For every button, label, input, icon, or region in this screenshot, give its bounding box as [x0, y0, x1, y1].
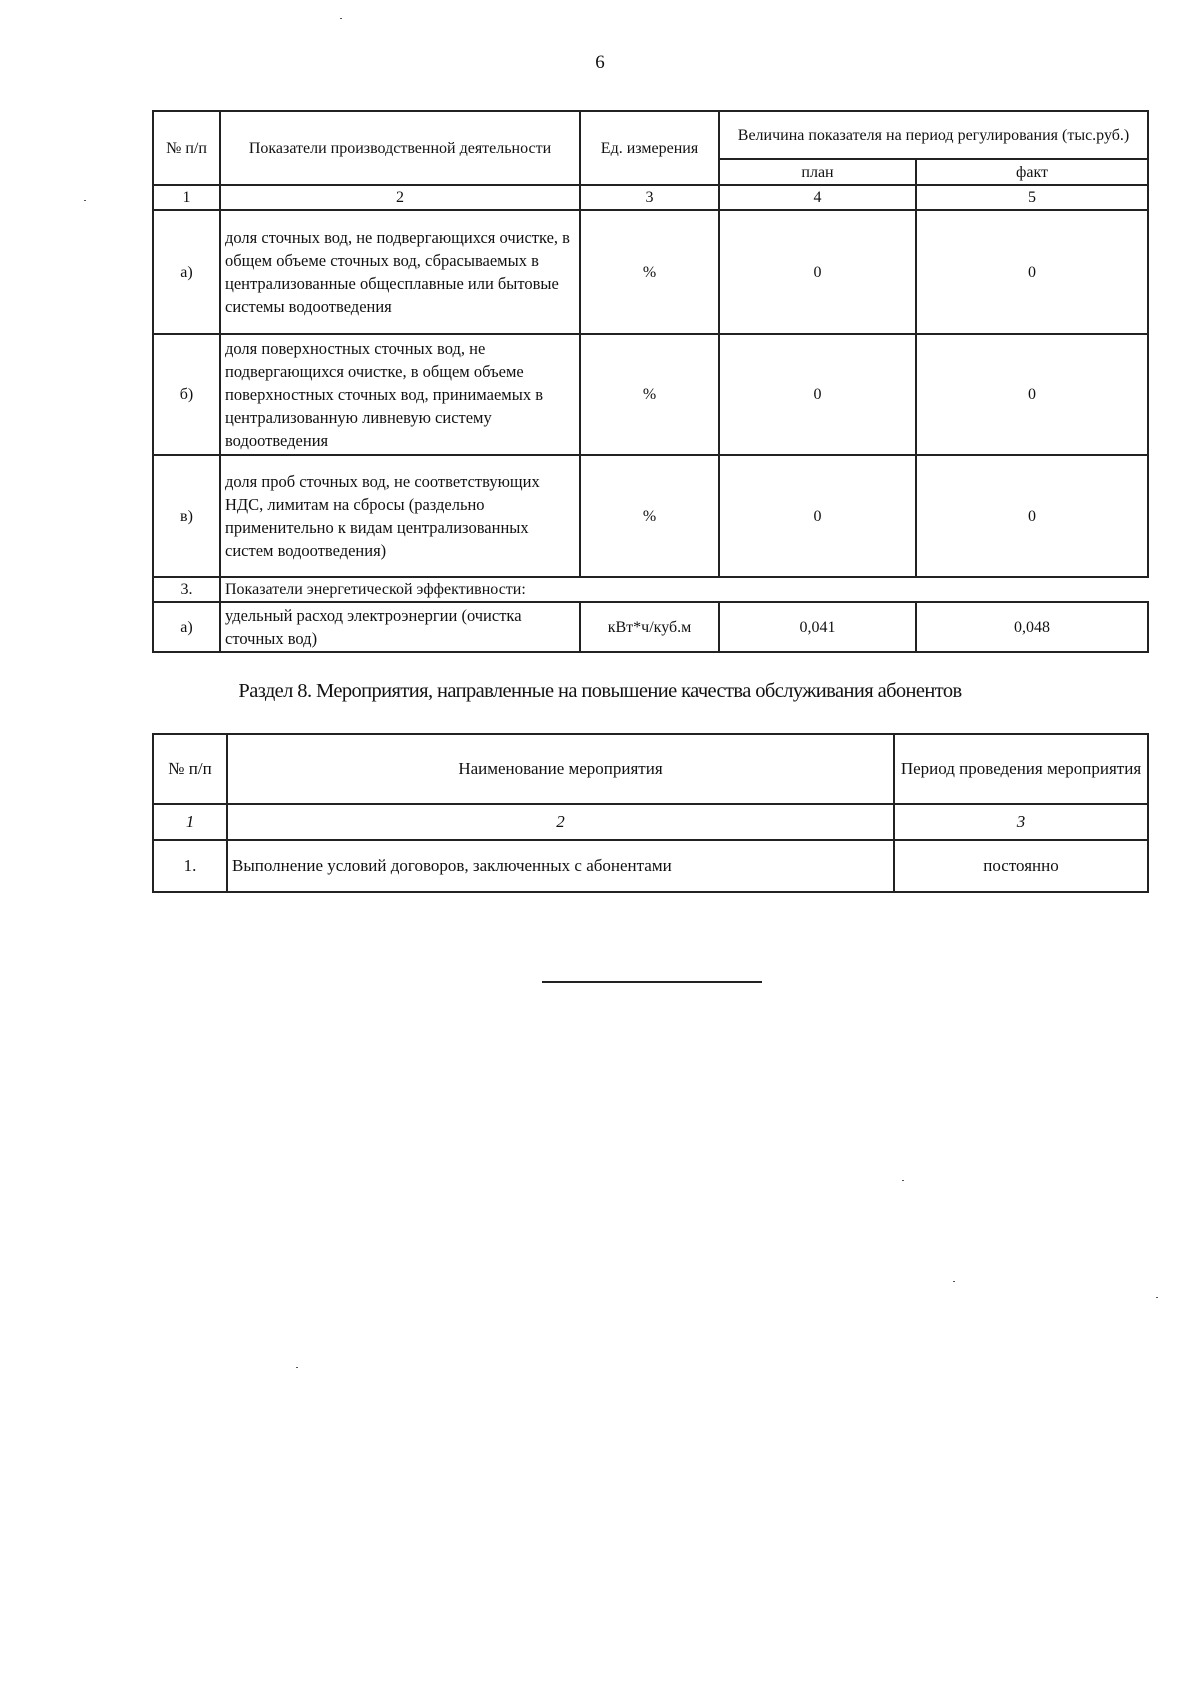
table-row — [153, 334, 1148, 455]
row-plan: 0 — [719, 455, 916, 577]
row-num: б) — [153, 334, 220, 455]
header-fact: факт — [916, 159, 1148, 185]
section-3-title: Показатели энергетической эффективности: — [220, 577, 1148, 602]
scan-speck — [953, 1281, 955, 1282]
section-8-title: Раздел 8. Мероприятия, направленные на повышение качества обслуживания абонентов — [238, 680, 962, 702]
row-indicator: доля сточных вод, не подвергающихся очистке, в общем объеме сточных вод, сбрасываемых в централизованные общесплавные или бытовые системы водоотведения — [220, 210, 580, 334]
energy-row-fact: 0,048 — [916, 602, 1148, 652]
col-number-5: 5 — [916, 185, 1148, 210]
row-period: постоянно — [894, 840, 1148, 892]
row-plan: 0 — [719, 334, 916, 455]
scan-speck — [902, 1180, 904, 1181]
row-unit: % — [580, 455, 719, 577]
row-indicator: доля проб сточных вод, не соответствующих НДС, лимитам на сбросы (раздельно применительно к видам централизованных систем водоотведения) — [220, 455, 580, 577]
scan-speck — [1156, 1297, 1158, 1298]
scan-speck — [84, 200, 86, 201]
table-row — [153, 210, 1148, 334]
col-number-3: 3 — [894, 804, 1148, 840]
energy-row-num: а) — [153, 602, 220, 652]
row-indicator: доля поверхностных сточных вод, не подвергающихся очистке, в общем объеме поверхностных сточных вод, принимаемых в централизованную ливневую систему водоотведения — [220, 334, 580, 455]
row-num: в) — [153, 455, 220, 577]
header-unit: Ед. измерения — [580, 111, 719, 185]
col-number-4: 4 — [719, 185, 916, 210]
section-3-row — [153, 577, 1148, 602]
header-value: Величина показателя на период регулирования (тыс.руб.) — [719, 111, 1148, 159]
row-fact: 0 — [916, 334, 1148, 455]
energy-row — [153, 602, 1148, 652]
col-number-2: 2 — [220, 185, 580, 210]
col-number-2: 2 — [227, 804, 894, 840]
header-num: № п/п — [153, 111, 220, 185]
energy-row-plan: 0,041 — [719, 602, 916, 652]
energy-row-indicator: удельный расход электроэнергии (очистка сточных вод) — [220, 602, 580, 652]
energy-row-unit: кВт*ч/куб.м — [580, 602, 719, 652]
row-unit: % — [580, 334, 719, 455]
header-period: Период проведения мероприятия — [894, 734, 1148, 804]
column-number-row — [153, 804, 1148, 840]
header-plan: план — [719, 159, 916, 185]
row-unit: % — [580, 210, 719, 334]
row-name: Выполнение условий договоров, заключенных с абонентами — [227, 840, 894, 892]
row-num: 1. — [153, 840, 227, 892]
row-fact: 0 — [916, 455, 1148, 577]
production-indicators-table — [152, 110, 1149, 653]
header-indicator: Показатели производственной деятельности — [220, 111, 580, 185]
page-number: 6 — [595, 52, 605, 73]
row-num: а) — [153, 210, 220, 334]
end-separator-line — [542, 981, 762, 983]
row-plan: 0 — [719, 210, 916, 334]
row-fact: 0 — [916, 210, 1148, 334]
table-row — [153, 455, 1148, 577]
col-number-3: 3 — [580, 185, 719, 210]
scan-speck — [340, 18, 342, 19]
section-3-num: 3. — [153, 577, 220, 602]
col-number-1: 1 — [153, 804, 227, 840]
table-header-row — [153, 111, 1148, 159]
header-name: Наименование мероприятия — [227, 734, 894, 804]
table-row — [153, 840, 1148, 892]
col-number-1: 1 — [153, 185, 220, 210]
subscriber-measures-table — [152, 733, 1149, 893]
header-num: № п/п — [153, 734, 227, 804]
table-header-row — [153, 734, 1148, 804]
column-number-row — [153, 185, 1148, 210]
scan-speck — [296, 1367, 298, 1368]
